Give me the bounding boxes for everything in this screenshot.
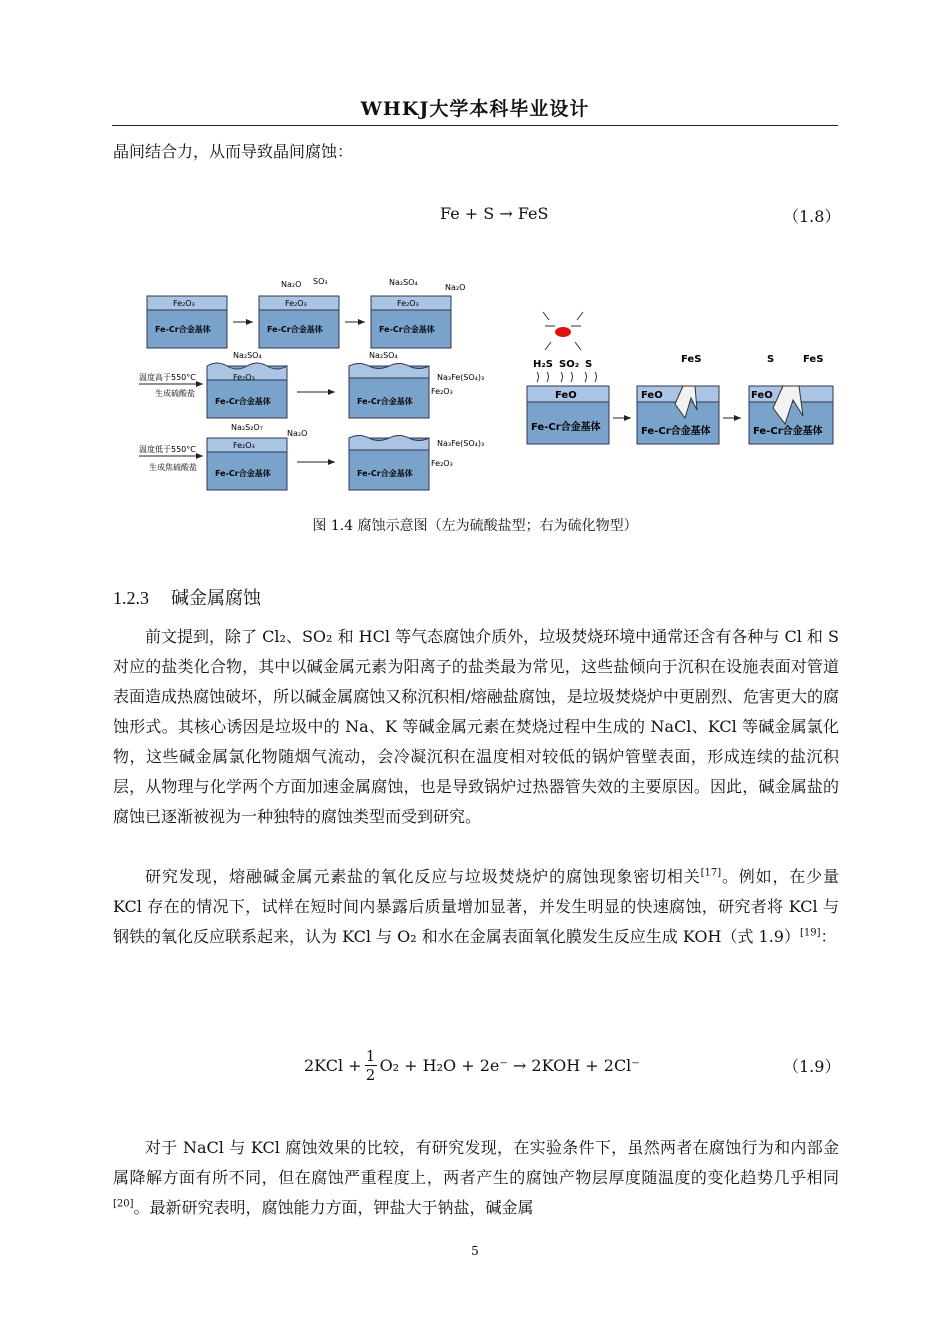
equation-1-9-number: （1.9）	[783, 1057, 841, 1076]
label-sulfate: 生成硫酸盐	[155, 389, 195, 398]
corrosion-figure	[135, 270, 835, 499]
label-fe2o3-5: Fe₂O₃	[431, 387, 453, 396]
label-substrate-3: Fe-Cr合金基体	[379, 325, 435, 334]
paragraph-3-rest: 。最新研究表明，腐蚀能力方面，钾盐大于钠盐，碱金属	[133, 1198, 534, 1217]
equation-1-9	[304, 1040, 640, 1090]
paragraph-3-text: 对于 NaCl 与 KCl 腐蚀效果的比较，有研究发现，在实验条件下，虽然两者在腐蚀行为和内部金属降解方面有所不同，但在腐蚀严重程度上，两者产生的腐蚀产物层厚度随温度的变化趋势几乎相同	[113, 1138, 839, 1187]
label-substrate-4: Fe-Cr合金基体	[215, 397, 271, 406]
label-na2o-2: Na₂O	[445, 283, 466, 292]
section-number: 1.2.3	[113, 588, 149, 608]
label-pyrosulfate: 生成焦硫酸盐	[149, 463, 197, 472]
citation-19: [19]	[799, 927, 821, 939]
label-s-2: S	[767, 354, 775, 365]
label-feo-2: FeO	[641, 390, 663, 401]
eq19-denominator: 2	[365, 1065, 376, 1084]
sulfate-row-2	[139, 351, 484, 418]
paragraph-2-text: 研究发现，熔融碱金属元素盐的氧化反应与垃圾焚烧炉的腐蚀现象密切相关	[145, 867, 701, 886]
label-feo-1: FeO	[555, 390, 577, 401]
equation-1-8-number: （1.8）	[783, 207, 841, 226]
label-substrate-1: Fe-Cr合金基体	[155, 325, 211, 334]
label-na2s2o7: Na₂S₂O₇	[231, 423, 263, 432]
label-substrate-5: Fe-Cr合金基体	[357, 397, 413, 406]
label-s-1: S	[585, 359, 593, 370]
eq19-left: 2KCl +	[304, 1055, 362, 1075]
label-fe2o3-6: Fe₂O₃	[233, 441, 255, 450]
label-so3: SO₃	[313, 277, 328, 286]
paragraph-1-text: 前文提到，除了 Cl₂、SO₂ 和 HCl 等气态腐蚀介质外，垃圾焚烧环境中通常还含有各种与 Cl 和 S 对应的盐类化合物，其中以碱金属元素为阳离子的盐类最为常见，这些盐倾向于沉积在设施表面对管道表面造成热腐蚀破坏，所以碱金属腐蚀又称沉积相/熔融盐腐蚀，是垃圾焚烧炉中更剧烈、危害更大的腐蚀形式。其核心诱因是垃圾中的 Na、K 等碱金属元素在焚烧过程中生成的 NaCl、KCl 等碱金属氯化物，这些碱金属氯化物随烟气流动，会冷凝沉积在温度相对较低的锅炉管壁表面，形成连续的盐沉积层，从物理与化学两个方面加速金属腐蚀，也是导致锅炉过热器管失效的主要原因。因此，碱金属盐的腐蚀已逐渐被视为一种独特的腐蚀类型而受到研究。	[113, 627, 839, 826]
intro-line: 晶间结合力，从而导致晶间腐蚀：	[113, 142, 354, 161]
paragraph-1	[113, 622, 839, 832]
label-substrate-6: Fe-Cr合金基体	[215, 469, 271, 478]
figure-caption: 图 1.4 腐蚀示意图（左为硫酸盐型；右为硫化物型）	[312, 518, 638, 534]
paragraph-2-rest: 。例如，在少量 KCl 存在的情况下，试样在短时间内暴露后质量增加显著，并发生明显的快速腐蚀，研究者将 KCl 与钢铁的氧化反应联系起来，认为 KCl 与 O₂ 和水在金属表面氧化膜发生反应生成 KOH（式 1.9）	[113, 867, 839, 946]
eq19-fraction	[365, 1047, 377, 1084]
label-fe2o3-4: Fe₂O₃	[233, 373, 255, 382]
label-h2s: H₂S	[533, 359, 553, 370]
eq19-numerator: 1	[365, 1046, 376, 1065]
label-na2so4-1: Na₂SO₄	[389, 278, 418, 287]
label-so2: SO₂	[559, 359, 580, 370]
paragraph-2-end: ：	[820, 927, 837, 946]
page-number: 5	[471, 1244, 479, 1258]
label-na2o-3: Na₂O	[287, 429, 308, 438]
label-fes-1: FeS	[681, 354, 702, 365]
citation-20: [20]	[113, 1198, 134, 1210]
sulfate-row-1	[147, 277, 465, 348]
section-title: 碱金属腐蚀	[171, 588, 261, 609]
label-substrate-r2: Fe-Cr合金基体	[641, 426, 711, 437]
label-high-temp: 温度高于550°C	[139, 373, 196, 382]
label-fes-2: FeS	[803, 354, 824, 365]
sulfide-diagram	[527, 312, 833, 444]
label-na3fe-2: Na₃Fe(SO₄)₃	[437, 439, 485, 448]
label-fe2o3-7: Fe₂O₃	[431, 459, 453, 468]
label-substrate-2: Fe-Cr合金基体	[267, 325, 323, 334]
label-na2so4-3: Na₂SO₄	[369, 351, 398, 360]
label-substrate-7: Fe-Cr合金基体	[357, 469, 413, 478]
paragraph-3	[113, 1133, 839, 1223]
label-na2o-1: Na₂O	[281, 280, 302, 289]
label-fe2o3-3: Fe₂O₃	[397, 299, 419, 308]
label-fe2o3-2: Fe₂O₃	[285, 299, 307, 308]
label-substrate-r1: Fe-Cr合金基体	[531, 422, 601, 433]
label-na2so4-2: Na₂SO₄	[233, 351, 262, 360]
citation-17: [17]	[700, 867, 722, 879]
sulfate-row-3	[139, 423, 484, 490]
label-substrate-r3: Fe-Cr合金基体	[753, 426, 823, 437]
corrosion-diagram	[135, 270, 835, 495]
label-feo-3: FeO	[751, 390, 773, 401]
label-na3fe-1: Na₃Fe(SO₄)₃	[437, 373, 485, 382]
section-heading	[113, 584, 261, 610]
equation-1-8: Fe + S → FeS	[440, 204, 549, 223]
paragraph-2	[113, 862, 839, 952]
label-low-temp: 温度低于550°C	[139, 445, 196, 454]
header-rule	[112, 125, 838, 126]
eq19-right: O₂ + H₂O + 2e⁻ → 2KOH + 2Cl⁻	[379, 1055, 640, 1075]
label-fe2o3-1: Fe₂O₃	[173, 299, 195, 308]
molecule-icon	[555, 327, 571, 337]
page-header: WHKJ大学本科毕业设计	[360, 98, 590, 120]
